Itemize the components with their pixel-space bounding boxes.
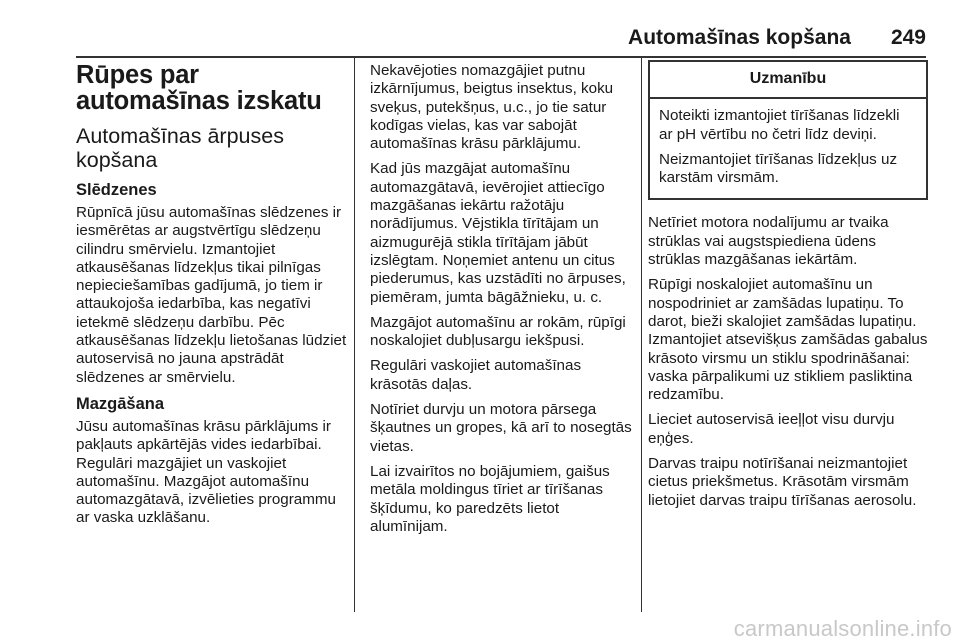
header-title: Automašīnas kopšana	[628, 26, 851, 49]
page-header	[0, 26, 926, 54]
caution-title: Uzmanību	[650, 62, 926, 99]
page-number: 249	[890, 26, 926, 49]
caution-text: Neizmantojiet tīrīšanas līdzekļus uz karstām virsmām.	[659, 150, 898, 187]
column-2	[370, 62, 634, 543]
paragraph: Mazgājot automašīnu ar rokām, rūpīgi noskalojiet dubļusargu iekšpusi.	[370, 313, 626, 350]
caution-box	[648, 60, 928, 200]
column-divider-2	[641, 58, 642, 612]
paragraph: Darvas traipu notīrīšanai neizmantojiet cietus priekšmetus. Krāsotām virsmām lietojiet darvas traipu tīrīšanas aerosolu.	[648, 455, 917, 509]
paragraph: Netīriet motora nodalījumu ar tvaika strūklas vai augstspiediena ūdens strūklas mazgāšanas iekārtām.	[648, 214, 889, 269]
column-1	[76, 62, 348, 535]
section-heading: Automašīnas ārpuses kopšana	[76, 124, 284, 172]
header-rule	[76, 56, 926, 58]
column-divider-1	[354, 58, 355, 612]
caution-body	[650, 99, 926, 198]
watermark: carmanualsonline.info	[733, 616, 952, 641]
paragraph: Rūpnīcā jūsu automašīnas slēdzenes ir iesmērētas ar augstvērtīgu slēdzeņu cilindru smērvielu. Izmantojiet atkausēšanas līdzekļus tikai pilnīgas nepieciešamības gadījumā, jo tiem ir attaukojoša iedarbība, kas negatīvi ietekmē slēdzeņu darbību. Pēc atkausēšanas līdzekļu lietošanas lūdziet autoservisā no jauna apstrādāt slēdzenes ar smērvielu.	[76, 204, 347, 386]
main-heading: Rūpes par automašīnas izskatu	[76, 61, 322, 115]
paragraph: Nekavējoties nomazgājiet putnu izkārnījumus, beigtus insektus, koku sveķus, putekšņus, u.c., jo tie satur kodīgas vielas, kas var sabojāt automašīnas krāsu pārklājumu.	[370, 62, 614, 153]
paragraph: Lai izvairītos no bojājumiem, gaišus metāla moldingus tīriet ar tīrīšanas šķīdumu, ko paredzēts lietot alumīnijam.	[370, 462, 610, 535]
paragraph: Lieciet autoservisā ieeļļot visu durvju eņģes.	[648, 411, 895, 447]
paragraph: Notīriet durvju un motora pārsega šķautnes un gropes, kā arī to nosegtās vietas.	[370, 401, 632, 455]
paragraph: Regulāri vaskojiet automašīnas krāsotās daļas.	[370, 357, 582, 393]
paragraph: Rūpīgi noskalojiet automašīnu un nospodriniet ar zamšādas lupatiņu. To darot, bieži skalojiet zamšādas lupatiņu. Izmantojiet atsevišķus zamšādas gabalus krāsoto virsmu un stiklu spodrināšanai: vaska pārpalikumi uz stikliem pasliktina redzamību.	[648, 276, 928, 404]
paragraph: Jūsu automašīnas krāsu pārklājums ir pakļauts apkārtējās vides iedarbībai. Regulāri mazgājiet un vaskojiet automašīnu. Mazgājot automašīnu automazgātavā, izvēlieties programmu ar vaska uzklāšanu.	[76, 417, 336, 527]
paragraph: Kad jūs mazgājat automašīnu automazgātavā, ievērojiet attiecīgo mazgāšanas iekārtu ražotāju norādījumus. Vējstikla tīrītājam un aizmugurējā stikla tīrītājam jābūt izslēgtam. Noņemiet antenu un citus piederumus, kas uzstādīti no ārpuses, piemēram, jumta bāgāžnieku, u. c.	[370, 160, 626, 306]
caution-text: Noteikti izmantojiet tīrīšanas līdzekli ar pH vērtību no četri līdz deviņi.	[659, 107, 900, 143]
column-3	[648, 60, 928, 517]
subheading-washing: Mazgāšana	[76, 394, 165, 413]
subheading-locks: Slēdzenes	[76, 181, 157, 199]
